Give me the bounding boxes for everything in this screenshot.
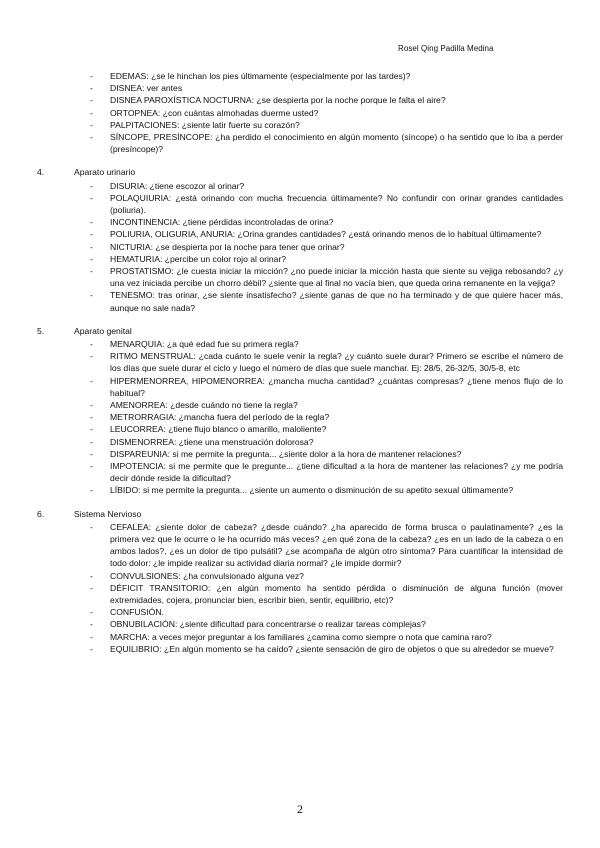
header-author: Rosel Qing Padilla Medina [398, 44, 494, 53]
section-title: Aparato genital [74, 325, 132, 336]
section-list [0, 180, 600, 314]
list-item: - DÉFICIT TRANSITORIO: ¿en algún momento ha sentido pérdida o disminución de alguna función (mover extremidades, cojera, pronunciar bien, escribir bien, sentir, equilibrio, etc)? [110, 582, 563, 606]
list-item: - PROSTATISMO: ¿le cuesta iniciar la micción? ¿no puede iniciar la micción hasta que siente su vejiga rebosando? ¿y una vez iniciada percibe un chorro débil? ¿siente que al final no vacía bien, que queda orina remanente en la vejiga? [110, 265, 563, 289]
intro-list [0, 70, 600, 155]
list-item: - HEMATURIA: ¿percibe un color rojo al orinar? [110, 253, 563, 265]
list-item: - OBNUBILACIÓN: ¿siente dificultad para concentrarse o realizar tareas complejas? [110, 618, 563, 630]
list-item: - POLAQUIURIA: ¿está orinando con mucha frecuencia últimamente? No confundir con orinar grandes cantidades (poliuria). [110, 192, 563, 216]
section-heading [0, 508, 600, 520]
list-item: - LÍBIDO: si me permite la pregunta... ¿siente un aumento o disminución de su apetito sexual últimamente? [110, 484, 563, 496]
list-item: - CONVULSIONES: ¿ha convulsionado alguna vez? [110, 570, 563, 582]
list-item: - ORTOPNEA: ¿con cuántas almohadas duerme usted? [110, 107, 563, 119]
section-title: Aparato urinario [74, 167, 136, 178]
section-title: Sistema Nervioso [74, 508, 142, 519]
list-item: - METRORRAGIA: ¿mancha fuera del período de la regla? [110, 411, 563, 423]
page-content [0, 70, 600, 655]
list-item: - TENESMO: tras orinar, ¿se siente insatisfecho? ¿siente ganas de que no ha terminado y de que quiere hacer más, aunque no sale nada? [110, 289, 563, 313]
page-number: 2 [297, 802, 303, 816]
section-heading [0, 325, 600, 337]
list-item: - DISURIA: ¿tiene escozor al orinar? [110, 180, 563, 192]
list-item: - IMPOTENCIA: si me permite que le pregunte... ¿tiene dificultad a la hora de mantener las relaciones? ¿y me podría decir dónde reside la dificultad? [110, 460, 563, 484]
list-item: - DISMENORREA: ¿tiene una menstruación dolorosa? [110, 436, 563, 448]
list-item: - AMENORREA: ¿desde cuándo no tiene la regla? [110, 399, 563, 411]
section-number: 5. [37, 325, 45, 336]
list-item: - MARCHA: a veces mejor preguntar a los familiares ¿camina como siempre o nota que camina raro? [110, 631, 563, 643]
list-item: - POLIURIA, OLIGURIA, ANURIA: ¿Orina grandes cantidades? ¿está orinando menos de lo habitual últimamente? [110, 228, 563, 240]
list-item: - INCONTINENCIA: ¿tiene pérdidas incontroladas de orina? [110, 216, 563, 228]
list-item: - DISPAREUNIA: si me permite la pregunta... ¿siente dolor a la hora de mantener relaciones? [110, 448, 563, 460]
list-item: - HIPERMENORREA, HIPOMENORREA: ¿mancha mucha cantidad? ¿cuántas compresas? ¿tiene menos flujo de lo habitual? [110, 375, 563, 399]
list-item: - NICTURIA: ¿se despierta por la noche para tener que orinar? [110, 241, 563, 253]
section-list [0, 338, 600, 497]
list-item: - CEFALEA: ¿siente dolor de cabeza? ¿desde cuándo? ¿ha aparecido de forma brusca o paulatinamente? ¿es la primera vez que le ocurre o le ha ocurrido más veces? ¿en qué zona de la cabeza? ¿es en un lado de la cabeza o en ambos lados?, ¿es un dolor de tipo pulsátil? ¿se acompaña de algún otro síntoma? Para cuantificar la intensidad de todo dolor: ¿le impide realizar su actividad diaria normal? ¿le impide dormir? [110, 521, 563, 570]
list-item: - RITMO MENSTRUAL: ¿cada cuánto le suele venir la regla? ¿y cuánto suele durar? Primero se escribe el número de los días que suele durar el ciclo y luego el número de días que suele manchar. Ej: 28/5, 26-32/5, 30/5-8, etc [110, 350, 563, 374]
list-item: - EQUILIBRIO: ¿En algún momento se ha caído? ¿siente sensación de giro de objetos o que su alrededor se mueve? [110, 643, 563, 655]
list-item: - CONFUSIÓN. [110, 606, 563, 618]
list-item: - SÍNCOPE, PRESÍNCOPE: ¿ha perdido el conocimiento en algún momento (síncope) o ha sentido que lo iba a perder (presíncope)? [110, 131, 563, 155]
section-list [0, 521, 600, 655]
list-item: - EDEMAS: ¿se le hinchan los pies últimamente (especialmente por las tardes)? [110, 70, 563, 82]
list-item: - LEUCORREA: ¿tiene flujo blanco o amarillo, maloliente? [110, 423, 563, 435]
list-item: - MENARQUIA: ¿a qué edad fue su primera regla? [110, 338, 563, 350]
list-item: - PALPITACIONES: ¿siente latir fuerte su corazón? [110, 119, 563, 131]
section-heading [0, 166, 600, 178]
list-item: - DISNEA PAROXÍSTICA NOCTURNA: ¿se despierta por la noche porque le falta el aire? [110, 94, 563, 106]
list-item: - DISNEA: ver antes [110, 82, 563, 94]
section-number: 4. [37, 167, 45, 178]
section-number: 6. [37, 508, 45, 519]
